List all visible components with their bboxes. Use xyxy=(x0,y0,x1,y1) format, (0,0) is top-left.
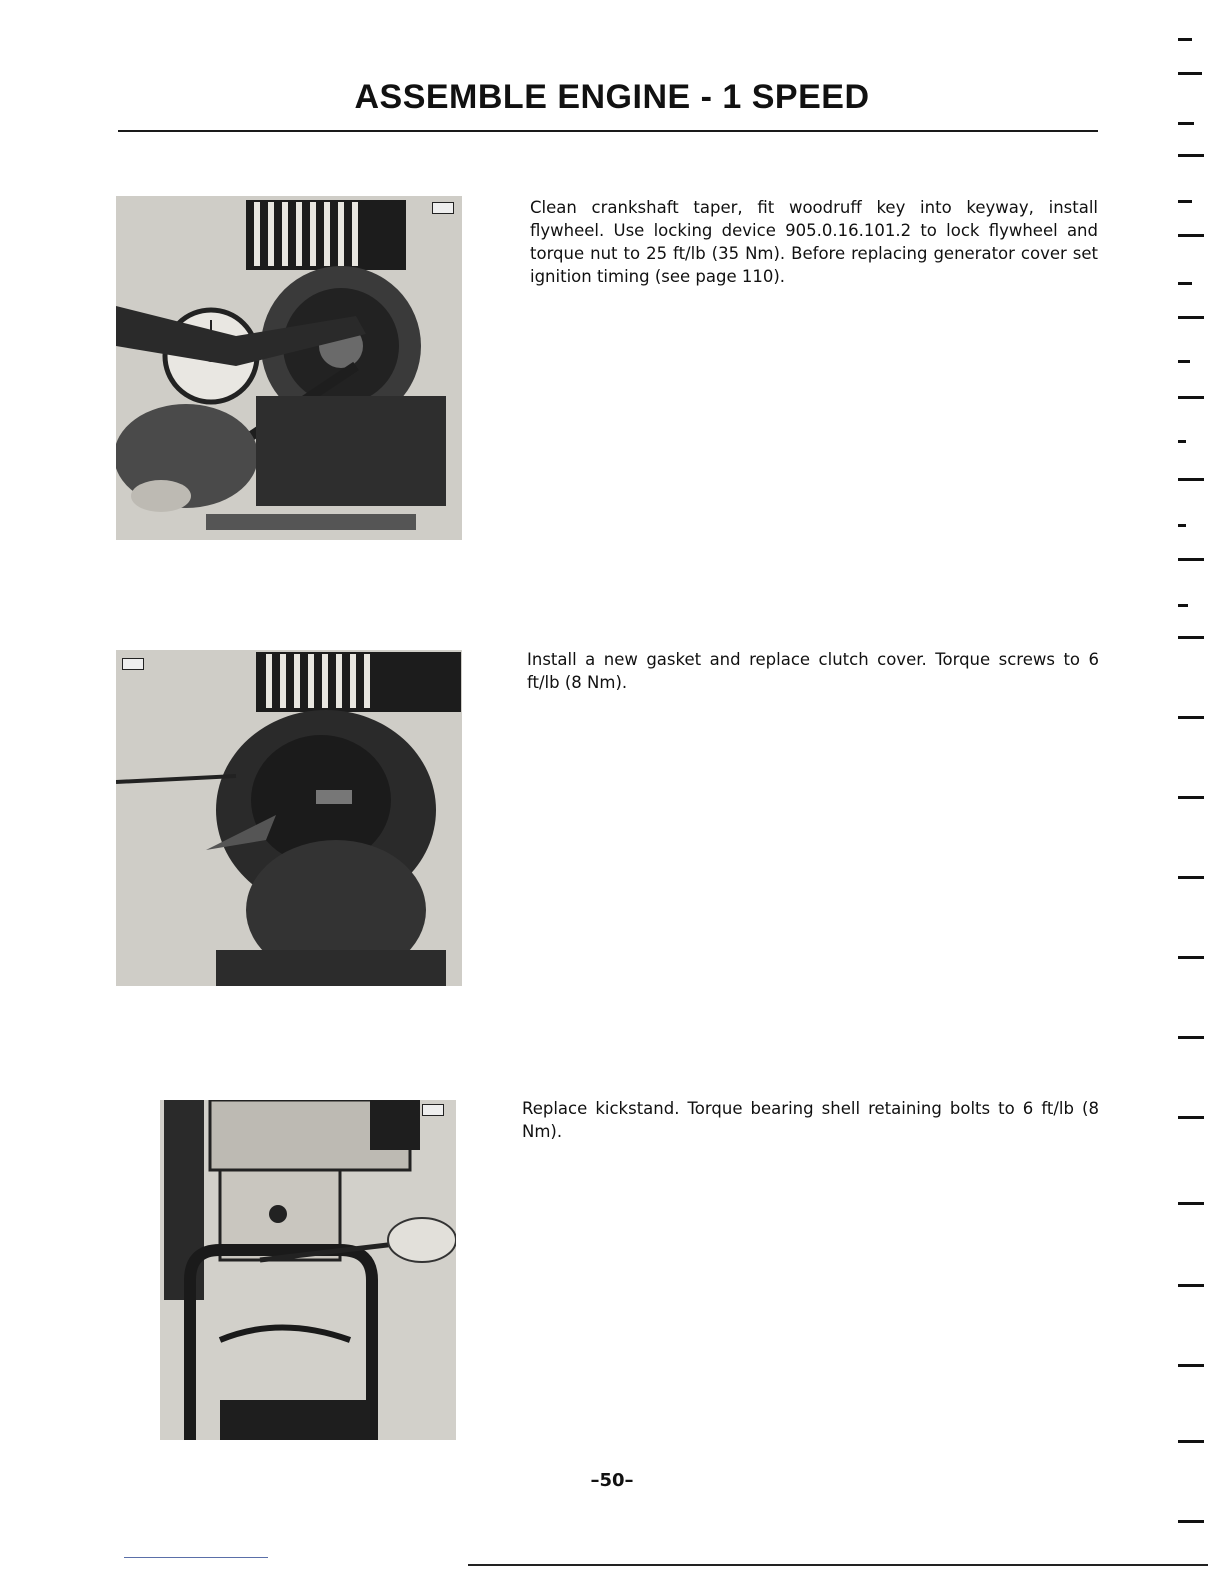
bottom-rule-left xyxy=(124,1557,268,1558)
step-3-photo xyxy=(160,1100,456,1440)
photo-reference-tag xyxy=(432,202,454,214)
edge-mark xyxy=(1178,122,1194,125)
photo-reference-tag xyxy=(122,658,144,670)
edge-mark xyxy=(1178,478,1204,481)
edge-mark xyxy=(1178,716,1204,719)
page-title: ASSEMBLE ENGINE - 1 SPEED xyxy=(354,78,870,116)
step-1-photo xyxy=(116,196,462,540)
edge-mark xyxy=(1178,1520,1204,1523)
edge-mark xyxy=(1178,636,1204,639)
edge-mark xyxy=(1178,234,1204,237)
clutch-cover-photo-illustration xyxy=(116,650,462,986)
edge-mark xyxy=(1178,200,1192,203)
edge-mark xyxy=(1178,396,1204,399)
edge-mark xyxy=(1178,558,1204,561)
edge-mark xyxy=(1178,1364,1204,1367)
bottom-rule-right xyxy=(468,1564,1208,1566)
edge-mark xyxy=(1178,876,1204,879)
edge-mark xyxy=(1178,1202,1204,1205)
step-2-instructions: Install a new gasket and replace clutch cover. Torque screws to 6 ft/lb (8 Nm). xyxy=(527,650,1099,692)
edge-mark xyxy=(1178,282,1192,285)
edge-mark xyxy=(1178,1284,1204,1287)
edge-mark xyxy=(1178,956,1204,959)
hand-icon xyxy=(388,1218,456,1262)
kickstand-photo-illustration xyxy=(160,1100,456,1440)
edge-mark xyxy=(1178,38,1192,41)
edge-mark xyxy=(1178,1440,1204,1443)
title-divider xyxy=(118,130,1098,132)
edge-mark xyxy=(1178,154,1204,157)
edge-mark xyxy=(1178,1116,1204,1119)
flywheel-photo-illustration xyxy=(116,196,462,540)
page-number: –50– xyxy=(590,1470,634,1491)
edge-mark xyxy=(1178,524,1186,527)
edge-mark xyxy=(1178,72,1202,75)
step-1-instructions: Clean crankshaft taper, fit woodruff key into keyway, install flywheel. Use locking device 905.0.16.101.2 to lock flywheel and torque nut to 25 ft/lb (35 Nm). Before replacing generator cover set ignition timing (see page 110). xyxy=(530,198,1098,286)
edge-mark xyxy=(1178,796,1204,799)
edge-mark xyxy=(1178,1036,1204,1039)
cylinder-fins-icon xyxy=(256,652,461,712)
edge-mark xyxy=(1178,604,1188,607)
step-3-instructions: Replace kickstand. Torque bearing shell retaining bolts to 6 ft/lb (8 Nm). xyxy=(522,1099,1099,1141)
edge-mark xyxy=(1178,360,1190,363)
edge-mark xyxy=(1178,440,1186,443)
cylinder-fins-icon xyxy=(246,200,406,270)
edge-mark xyxy=(1178,316,1204,319)
step-2-photo xyxy=(116,650,462,986)
binding-edge-marks xyxy=(1172,30,1212,1560)
photo-reference-tag xyxy=(422,1104,444,1116)
